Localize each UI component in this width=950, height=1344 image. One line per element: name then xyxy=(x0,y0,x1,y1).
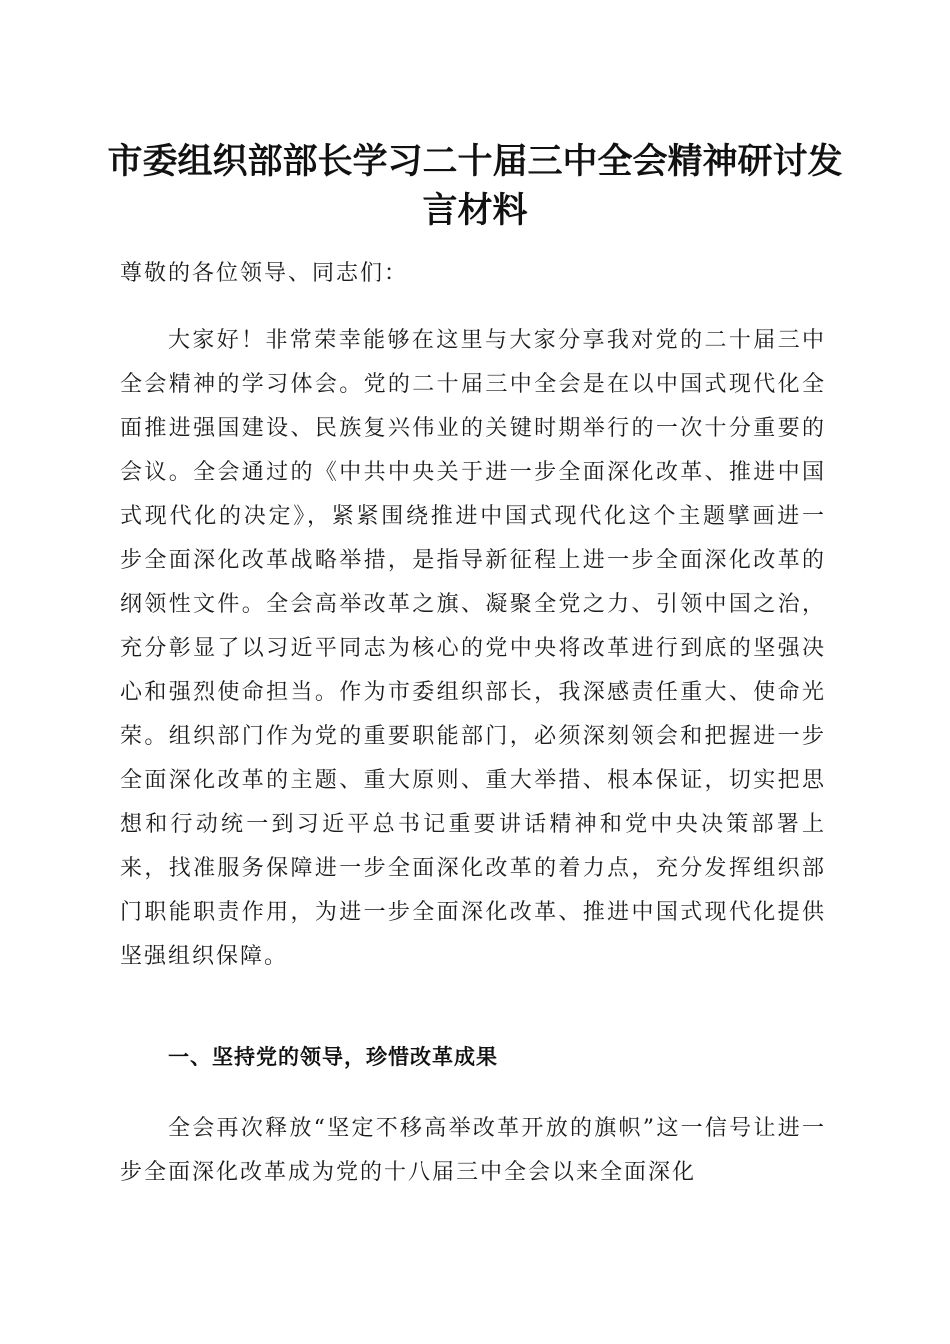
salutation: 尊敬的各位领导、同志们： xyxy=(120,261,409,286)
document-title: 市委组织部部长学习二十届三中全会精神研讨发言材料 xyxy=(107,141,843,231)
section-heading: 一、坚持党的领导，珍惜改革成果 xyxy=(168,1045,498,1069)
section-paragraph: 全会再次释放“坚定不移高举改革开放的旗帜”这一信号让进一步全面深化改革成为党的十八届三中全会以来全面深化 xyxy=(120,1116,826,1185)
opening-paragraph: 大家好！非常荣幸能够在这里与大家分享我对党的二十届三中全会精神的学习体会。党的二十届三中全会是在以中国式现代化全面推进强国建设、民族复兴伟业的关键时期举行的一次十分重要的会议。全会通过的《中共中央关于进一步全面深化改革、推进中国式现代化的决定》，紧紧围绕推进中国式现代化这个主题擘画进一步全面深化改革战略举措，是指导新征程上进一步全面深化改革的纲领性文件。全会高举改革之旗、凝聚全党之力、引领中国之治，充分彰显了以习近平同志为核心的党中央将改革进行到底的坚强决心和强烈使命担当。作为市委组织部长，我深感责任重大、使命光荣。组织部门作为党的重要职能部门，必须深刻领会和把握进一步全面深化改革的主题、重大原则、重大举措、根本保证，切实把思想和行动统一到习近平总书记重要讲话精神和党中央决策部署上来，找准服务保障进一步全面深化改革的着力点，充分发挥组织部门职能职责作用，为进一步全面深化改革、推进中国式现代化提供坚强组织保障。 xyxy=(120,328,826,969)
